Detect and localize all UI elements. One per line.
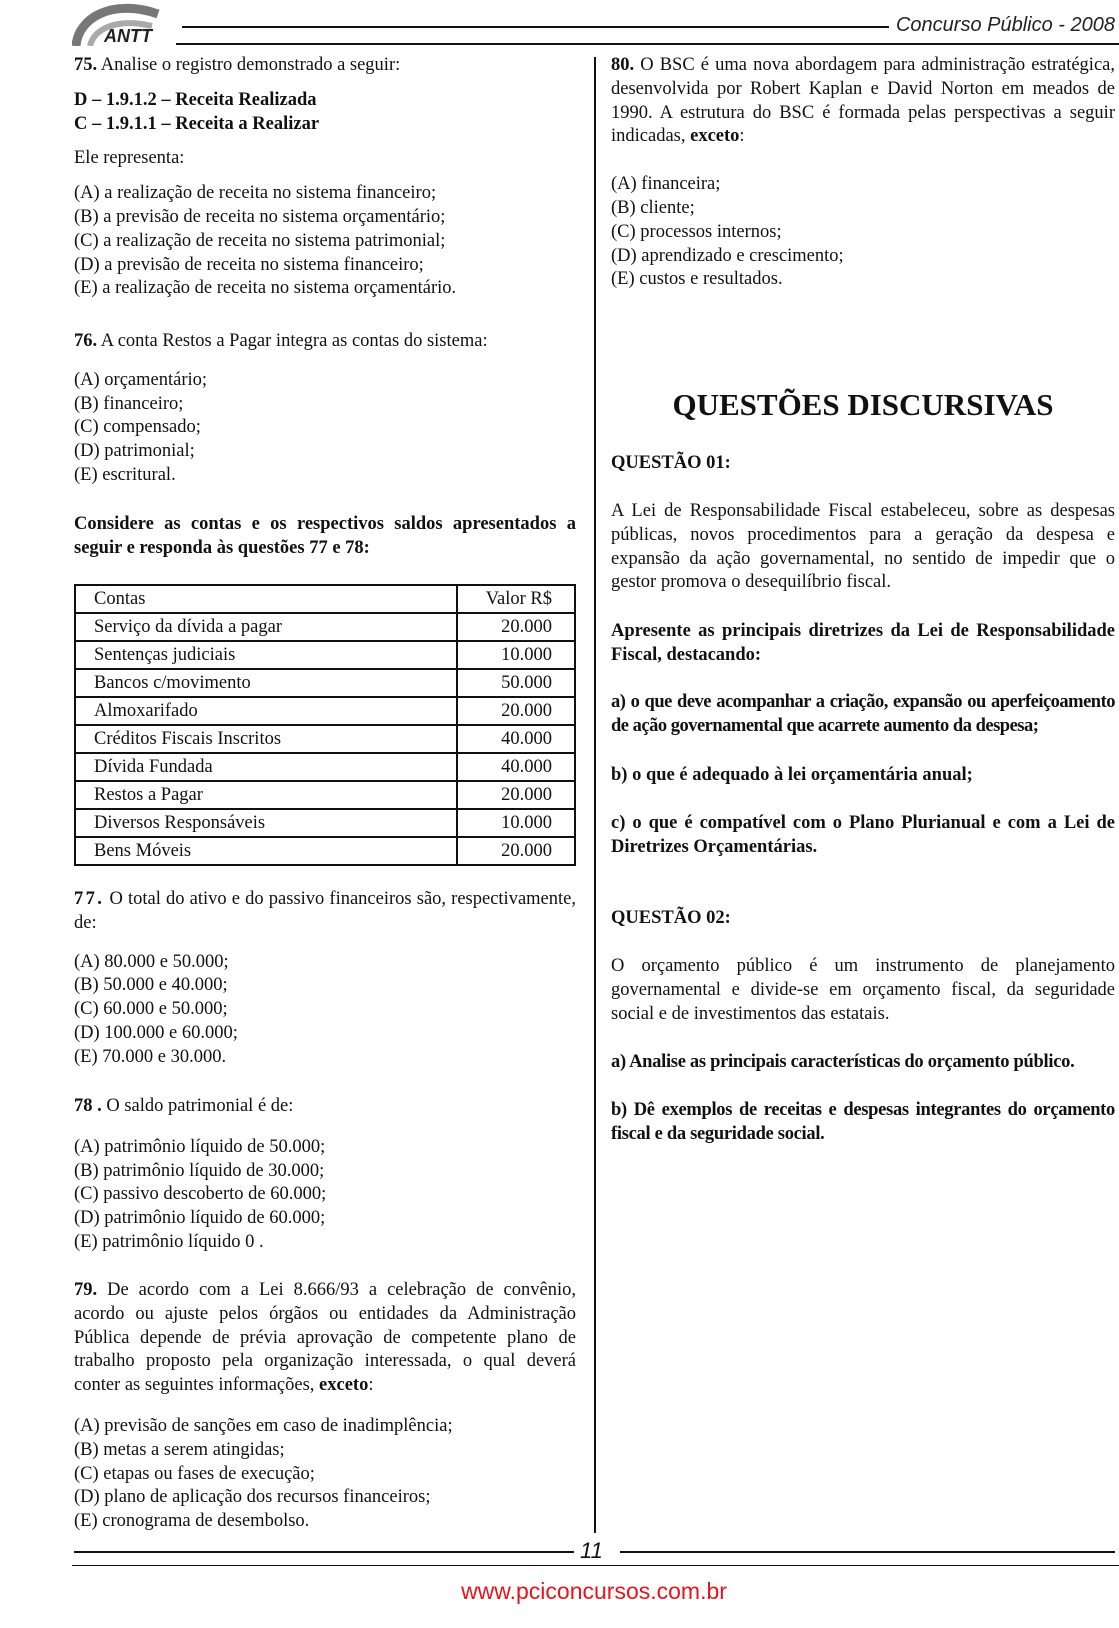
header-valor: Valor R$ xyxy=(457,585,575,613)
option-b: (B) metas a serem atingidas; xyxy=(74,1439,285,1460)
option-c: (C) 60.000 e 50.000; xyxy=(74,999,228,1020)
option-d: (D) patrimonial; xyxy=(74,441,195,462)
q77-number: 77. xyxy=(74,889,105,909)
value: 40.000 xyxy=(457,753,575,781)
option-c: (C) etapas ou fases de execução; xyxy=(74,1463,315,1484)
account: Dívida Fundada xyxy=(75,753,457,781)
option-e: (E) patrimônio líquido 0 . xyxy=(74,1231,264,1252)
account: Serviço da dívida a pagar xyxy=(75,613,457,641)
questao-01-a: a) o que deve acompanhar a criação, expansão ou aperfeiçoamento de ação governamental que acarrete aumento da despesa; xyxy=(611,692,1115,736)
q75-prompt: Ele representa: xyxy=(74,148,185,169)
footer-rule-bottom xyxy=(72,1565,1119,1566)
column-divider xyxy=(594,57,596,1533)
option-b: (B) patrimônio líquido de 30.000; xyxy=(74,1160,325,1181)
q77 xyxy=(74,888,576,1070)
header-rule-top xyxy=(182,26,889,28)
questao-02-title: QUESTÃO 02: xyxy=(611,908,731,928)
table-row xyxy=(75,781,575,809)
option-e: (E) escritural. xyxy=(74,464,176,485)
option-a: (A) previsão de sanções em caso de inadimplência; xyxy=(74,1415,453,1436)
q75 xyxy=(74,54,576,301)
option-c: (C) compensado; xyxy=(74,417,201,438)
account: Créditos Fiscais Inscritos xyxy=(75,725,457,753)
option-d: (D) aprendizado e crescimento; xyxy=(611,245,844,266)
option-c: (C) a realização de receita no sistema patrimonial; xyxy=(74,230,446,251)
option-a: (A) 80.000 e 50.000; xyxy=(74,951,229,972)
questao-01-c: c) o que é compatível com o Plano Plurianual e com a Lei de Diretrizes Orçamentárias. xyxy=(611,813,1115,857)
q78 xyxy=(74,1095,576,1255)
header-rule-bottom xyxy=(176,43,1119,45)
table-row xyxy=(75,697,575,725)
q78-text: O saldo patrimonial é de: xyxy=(101,1096,294,1116)
footer-rule-left xyxy=(74,1551,574,1553)
option-b: (B) a previsão de receita no sistema orçamentário; xyxy=(74,206,446,227)
option-a: (A) a realização de receita no sistema financeiro; xyxy=(74,183,437,204)
table-row xyxy=(75,809,575,837)
section-title: QUESTÕES DISCURSIVAS xyxy=(672,387,1054,422)
value: 20.000 xyxy=(457,613,575,641)
table-row xyxy=(75,837,575,865)
questao-02-b: b) Dê exemplos de receitas e despesas integrantes do orçamento fiscal e da seguridade social. xyxy=(611,1100,1115,1144)
account: Bancos c/movimento xyxy=(75,669,457,697)
q75-text: Analise o registro demonstrado a seguir: xyxy=(97,55,401,75)
value: 40.000 xyxy=(457,725,575,753)
option-c: (C) processos internos; xyxy=(611,221,782,242)
option-a: (A) financeira; xyxy=(611,174,721,195)
header-contas: Contas xyxy=(75,585,457,613)
q78-number: 78 . xyxy=(74,1096,102,1116)
q75-number: 75. xyxy=(74,55,98,75)
option-b: (B) cliente; xyxy=(611,197,695,218)
table-row xyxy=(75,613,575,641)
table-instruction: Considere as contas e os respectivos saldos apresentados a seguir e responda às questões 77 e 78: xyxy=(74,514,576,558)
q76 xyxy=(74,330,576,488)
page-number: 11 xyxy=(580,1538,603,1563)
option-d: (D) patrimônio líquido de 60.000; xyxy=(74,1208,326,1229)
option-e: (E) 70.000 e 30.000. xyxy=(74,1046,227,1067)
logo-text: ANTT xyxy=(104,26,152,46)
q80-text: O BSC é uma nova abordagem para administração estratégica, desenvolvida por Robert Kaplan e David Norton em meados de 1990. A estrutura do BSC é formada pelas perspectivas a seguir indicadas, xyxy=(611,55,1115,147)
table-row xyxy=(75,641,575,669)
site-url[interactable]: www.pciconcursos.com.br xyxy=(461,1578,727,1604)
option-e: (E) a realização de receita no sistema orçamentário. xyxy=(74,278,457,299)
antt-logo xyxy=(72,0,164,46)
account: Bens Móveis xyxy=(75,837,457,865)
questao-02-text: O orçamento público é um instrumento de planejamento governamental e divide-se em orçamento fiscal, da seguridade social e de investimentos das estatais. xyxy=(611,956,1115,1024)
q80-number: 80. xyxy=(611,55,635,75)
table-row xyxy=(75,753,575,781)
option-a: (A) orçamentário; xyxy=(74,369,208,390)
value: 20.000 xyxy=(457,781,575,809)
option-c: (C) passivo descoberto de 60.000; xyxy=(74,1184,327,1205)
questao-01-title: QUESTÃO 01: xyxy=(611,453,731,473)
q80-emphasis: exceto xyxy=(690,126,740,147)
table-row xyxy=(75,725,575,753)
value: 10.000 xyxy=(457,809,575,837)
q80 xyxy=(611,54,1115,292)
q75-debit: D – 1.9.1.2 – Receita Realizada xyxy=(74,89,317,110)
option-e: (E) custos e resultados. xyxy=(611,269,783,290)
option-d: (D) a previsão de receita no sistema financeiro; xyxy=(74,254,424,275)
q79 xyxy=(74,1279,576,1534)
q79-emphasis: exceto xyxy=(319,1375,369,1396)
option-d: (D) plano de aplicação dos recursos financeiros; xyxy=(74,1487,431,1508)
account: Almoxarifado xyxy=(75,697,457,725)
q76-text: A conta Restos a Pagar integra as contas do sistema: xyxy=(97,331,488,351)
table-row xyxy=(75,669,575,697)
option-b: (B) financeiro; xyxy=(74,393,184,414)
footer-rule-right xyxy=(620,1551,1115,1553)
option-b: (B) 50.000 e 40.000; xyxy=(74,975,228,996)
account: Restos a Pagar xyxy=(75,781,457,809)
header-title: Concurso Público - 2008 xyxy=(895,14,1115,36)
value: 10.000 xyxy=(457,641,575,669)
option-a: (A) patrimônio líquido de 50.000; xyxy=(74,1136,326,1157)
q76-number: 76. xyxy=(74,331,98,351)
account: Sentenças judiciais xyxy=(75,641,457,669)
q79-end: : xyxy=(368,1375,374,1396)
questao-01-b: b) o que é adequado à lei orçamentária anual; xyxy=(611,765,973,785)
q80-end: : xyxy=(739,126,745,147)
option-e: (E) cronograma de desembolso. xyxy=(74,1511,310,1532)
questao-02-a: a) Analise as principais características do orçamento público. xyxy=(611,1052,1075,1072)
q75-credit: C – 1.9.1.1 – Receita a Realizar xyxy=(74,113,320,134)
q79-number: 79. xyxy=(74,1280,98,1300)
value: 20.000 xyxy=(457,697,575,725)
option-d: (D) 100.000 e 60.000; xyxy=(74,1022,238,1043)
questao-01-ask: Apresente as principais diretrizes da Lei de Responsabilidade Fiscal, destacando: xyxy=(611,621,1115,665)
account: Diversos Responsáveis xyxy=(75,809,457,837)
q77-text: O total do ativo e do passivo financeiros são, respectivamente, de: xyxy=(74,889,576,933)
q79-text: De acordo com a Lei 8.666/93 a celebração de convênio, acordo ou ajuste pelos órgãos ou entidades da Administração Pública depende de prévia aprovação de competente plano de trabalho proposto pela organização interessada, o qual deverá conter as seguintes informações, xyxy=(74,1280,576,1396)
value: 20.000 xyxy=(457,837,575,865)
value: 50.000 xyxy=(457,669,575,697)
accounts-table xyxy=(74,584,576,866)
table-header xyxy=(75,585,575,613)
questao-01-text: A Lei de Responsabilidade Fiscal estabeleceu, sobre as despesas públicas, novos procedimentos para a geração da despesa e expansão da ação governamental, no sentido de impedir que o gestor promova o desequilíbrio fiscal. xyxy=(611,501,1115,593)
